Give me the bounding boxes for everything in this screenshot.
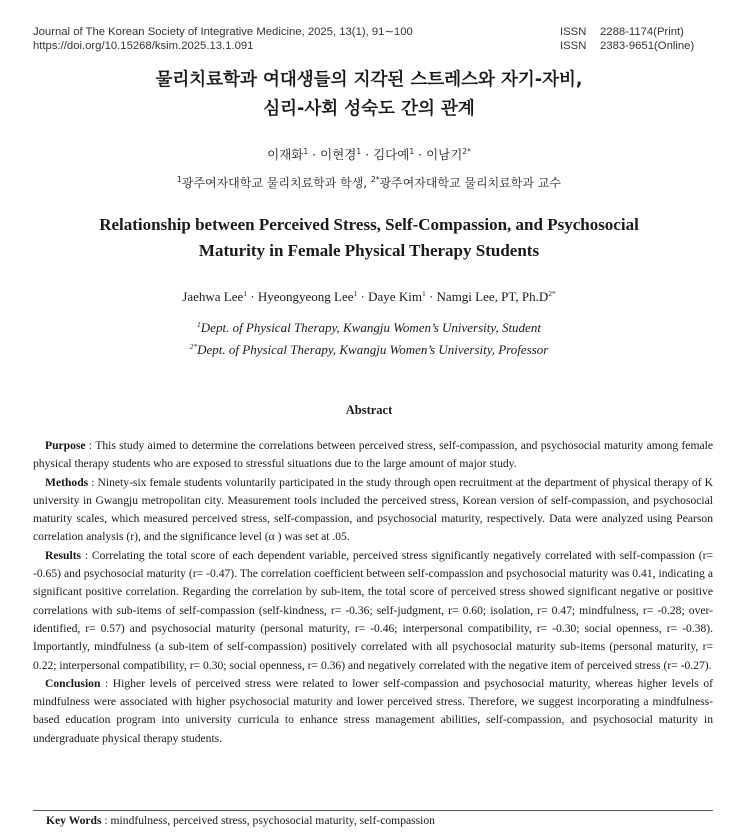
author-separator: · bbox=[365, 147, 370, 162]
journal-header bbox=[33, 26, 413, 53]
author-name: 김다예 bbox=[373, 147, 410, 162]
english-title: Relationship between Perceived Stress, Self-Compassion, and Psychosocial Maturity in Female Physical Therapy Students bbox=[99, 215, 639, 260]
author-name: Namgi Lee, PT, Ph.D bbox=[436, 289, 549, 304]
abstract-conclusion: Conclusion : Higher levels of perceived stress were related to lower self-compassion and psychosocial maturity, whereas higher levels of mindfulness were associated with higher psychosocial maturity and lower perceived stress. Therefore, we suggest incorporating a mindfulness-based education program into university curricula to enhance stress management abilities, self-compassion, and psychosocial maturity in undergraduate physical therapy students. bbox=[33, 676, 713, 745]
affiliation-2: $^{2*}$Dept. of Physical Therapy, Kwangju Women’s University, Professor bbox=[189, 342, 549, 357]
author-separator: · bbox=[428, 289, 434, 304]
author-name: Hyeongyeong Lee bbox=[257, 289, 354, 304]
author-separator: · bbox=[360, 289, 365, 304]
abstract-methods: Methods : Ninety-six female students voluntarily participated in the study through open recruitment at the department of physical therapy of K university in Gwangju metropolitan city. Measurement tools included the perceived stress, Korean version of self-compassion, and psychosocial maturity scales, which measured perceived stress, self-compassion, and psychosocial maturity, respectively. Data were analyzed using Pearson correlation analysis (r), and the significance level (α ) was set at .05. bbox=[33, 475, 713, 544]
author-separator: · bbox=[312, 147, 317, 162]
author-name: Daye Kim bbox=[368, 289, 422, 304]
abstract-purpose: Purpose : This study aimed to determine the correlations between perceived stress, self-compassion, and psychosocial maturity among female physical therapy students who are exposed to stressful situations due to the large amount of major study. bbox=[33, 439, 713, 471]
author-separator: · bbox=[418, 147, 423, 162]
issn-block bbox=[560, 26, 694, 53]
abstract-body bbox=[33, 437, 713, 748]
doi-link[interactable]: https://doi.org/10.15268/ksim.2025.13.1.091 bbox=[33, 39, 254, 52]
author-separator: · bbox=[250, 289, 255, 304]
author-name: 이재화 bbox=[267, 147, 304, 162]
abstract-heading: Abstract bbox=[345, 403, 393, 417]
author-name: 이현경 bbox=[320, 147, 357, 162]
author-name: Jaehwa Lee bbox=[182, 289, 244, 304]
divider bbox=[33, 810, 713, 811]
issn-label: ISSN bbox=[560, 39, 587, 52]
affiliation-1: $^1$Dept. of Physical Therapy, Kwangju Women’s University, Student bbox=[197, 320, 541, 335]
keywords: Key Words : mindfulness, perceived stress, psychosocial maturity, self-compassion bbox=[46, 814, 435, 827]
issn-online: 2383-9651(Online) bbox=[600, 39, 695, 52]
korean-title: 물리치료학과 여대생들의 지각된 스트레스와 자기-자비, 심리-사회 성숙도 간의 관계 bbox=[155, 70, 583, 119]
english-authors: Jaehwa Lee$^1$ · Hyeongyeong Lee$^1$ · Daye Kim$^1$ · Namgi Lee, PT, $Ph.D^{2*}$ bbox=[182, 289, 556, 304]
issn-print: 2288-1174(Print) bbox=[600, 26, 684, 38]
english-affiliations bbox=[0, 317, 738, 361]
author-name: 이남기 bbox=[426, 147, 463, 162]
abstract-results: Results : Correlating the total score of each dependent variable, perceived stress significantly negatively correlated with self-compassion (r= -0.65) and psychosocial maturity (r= -0.47). The correlation coefficient between self-compassion and psychosocial maturity was 0.41, indicating a significant positive correlation. Regarding the correlation by sub-item, the total score of perceived stress showed significant negative or positive correlations with sub-items of self-compassion (self-kindness, r= -0.36; self-judgment, r= 0.60; isolation, r= 0.47; mindfulness, r= -0.28; over-identified, r= 0.57) and psychosocial maturity (personal maturity, r= -0.46; interpersonal compatibility, r= -0.30; social openness, r= -0.38). Importantly, mindfulness (a sub-item of self-compassion) positively correlated with all psychosocial maturity sub-items (personal maturity, r= 0.22; interpersonal compatibility, r= 0.30; social openness, r= 0.36) and negatively correlated with the negative item of perceived stress (r= -0.27). bbox=[33, 548, 713, 672]
korean-authors: 이재화$^1$ · 이현경$^1$ · 김다예$^1$ · 이남기$^{2*}$ bbox=[267, 147, 471, 162]
journal-citation: Journal of The Korean Society of Integrative Medicine, 2025, 13(1), 91∼100 bbox=[33, 26, 413, 38]
korean-affiliations: $^1$광주여자대학교 물리치료학과 학생, $^{2*}$광주여자대학교 물리치료학과 교수 bbox=[177, 175, 561, 190]
issn-label: ISSN bbox=[560, 26, 587, 38]
